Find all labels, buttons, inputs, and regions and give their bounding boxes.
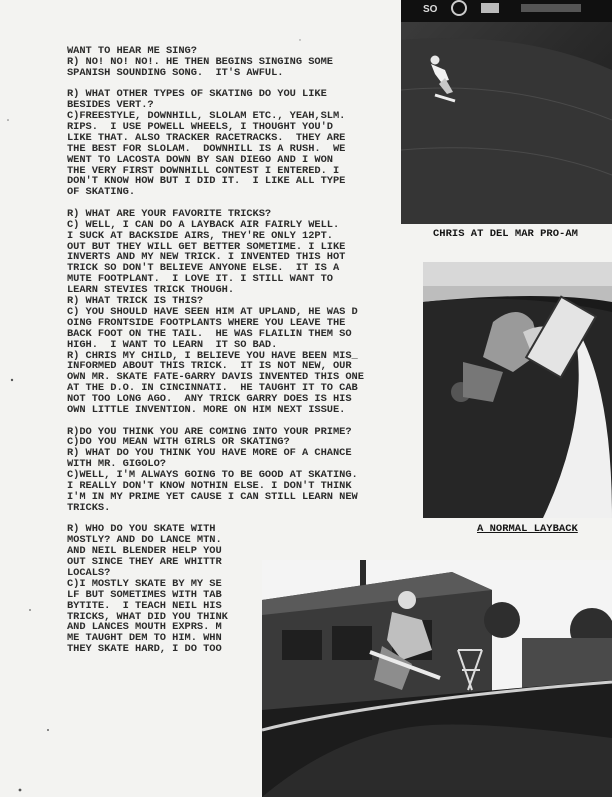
text-line: C)WELL, I'M ALWAYS GOING TO BE GOOD AT SKATING. — [67, 469, 358, 482]
text-line: THE VERY FIRST DOWNHILL CONTEST I ENTERED. I — [67, 164, 340, 177]
text-line: OUT SINCE THEY ARE WHITTR — [67, 555, 222, 568]
text-line: LF BUT SOMETIMES WITH TAB — [67, 588, 222, 601]
text-line: R) CHRIS MY CHILD, I BELIEVE YOU HAVE BEEN MIS_ — [67, 349, 358, 362]
text-line: DON'T KNOW HOW BUT I DID IT. I LIKE ALL TYPE — [67, 175, 346, 188]
text-line: OING FRONTSIDE FOOTPLANTS WHERE YOU LEAVE THE — [67, 316, 346, 329]
text-line: NOT TOO LONG AGO. ANY TRICK GARRY DOES IS HIS — [67, 393, 352, 406]
text-line: AND LANCES MOUTH EXPRS. M — [67, 621, 222, 634]
text-line: WITH MR. GIGOLO? — [67, 458, 166, 471]
text-line: TRICKS, WHAT DID YOU THINK — [67, 610, 228, 623]
text-line: INFORMED ABOUT THIS TRICK. IT IS NOT NEW, OUR — [67, 360, 352, 373]
text-line: I REALLY DON'T KNOW NOTHIN ELSE. I DON'T THINK — [67, 480, 352, 493]
text-line: I'M IN MY PRIME YET CAUSE I CAN STILL LEARN NEW — [67, 490, 358, 503]
text-line: C)I MOSTLY SKATE BY MY SE — [67, 577, 222, 590]
text-line: MOSTLY? AND DO LANCE MTN. — [67, 534, 222, 547]
interview-paragraph — [67, 427, 364, 514]
top-strip-text: SO — [423, 4, 438, 15]
text-line: OWN LITTLE INVENTION. MORE ON HIM NEXT ISSUE. — [67, 404, 346, 417]
text-line: RIPS. I USE POWELL WHEELS, I THOUGHT YOU'D — [67, 120, 333, 133]
text-line: LIKE THAT. ALSO TRACKER RACETRACKS. THEY ARE — [67, 131, 346, 144]
text-line: R) WHAT TRICK IS THIS? — [67, 295, 204, 308]
text-line: WENT TO LACOSTA DOWN BY SAN DIEGO AND I WON — [67, 153, 333, 166]
photo-layback — [423, 262, 612, 518]
interview-paragraph — [67, 46, 364, 79]
text-line: R) WHO DO YOU SKATE WITH — [67, 523, 216, 536]
text-line: I SUCK AT BACKSIDE AIRS, THEY'RE ONLY 12PT. — [67, 229, 333, 242]
interview-paragraph — [67, 89, 364, 198]
text-line: SPANISH SOUNDING SONG. IT'S AWFUL. — [67, 66, 284, 79]
text-line: C) YOU SHOULD HAVE SEEN HIM AT UPLAND, HE WAS D — [67, 305, 358, 318]
text-line: HIGH. I WANT TO LEARN IT SO BAD. — [67, 338, 278, 351]
text-line: C) WELL, I CAN DO A LAYBACK AIR FAIRLY WELL. — [67, 218, 340, 231]
text-line: R) NO! NO! NO!. HE THEN BEGINS SINGING SOME — [67, 55, 333, 68]
text-line: THEY SKATE HARD, I DO TOO — [67, 643, 222, 656]
text-line: C)FREESTYLE, DOWNHILL, SLOLAM ETC., YEAH,SLM. — [67, 110, 346, 123]
text-line: R) WHAT OTHER TYPES OF SKATING DO YOU LIKE — [67, 88, 327, 101]
text-line: WANT TO HEAR ME SING? — [67, 45, 197, 57]
text-line: LOCALS? — [67, 566, 111, 579]
caption-del-mar: CHRIS AT DEL MAR PRO-AM — [433, 228, 578, 240]
text-line: AT THE D.O. IN CINCINNATI. HE TAUGHT IT TO CAB — [67, 382, 358, 395]
text-line: LEARN STEVIES TRICK THOUGH. — [67, 284, 235, 297]
photo-bowl — [262, 560, 612, 797]
text-line: AND NEIL BLENDER HELP YOU — [67, 545, 222, 558]
text-line: C)DO YOU MEAN WITH GIRLS OR SKATING? — [67, 436, 290, 449]
text-line: OWN MR. SKATE FATE-GARRY DAVIS INVENTED THIS ONE — [67, 371, 364, 384]
photo-del-mar — [401, 0, 612, 224]
text-line: INVERTS AND MY NEW TRICK. I INVENTED THIS HOT — [67, 251, 346, 264]
text-line: MUTE FOOTPLANT. I LOVE IT. I STILL WANT TO — [67, 273, 333, 286]
text-line: R) WHAT DO YOU THINK YOU HAVE MORE OF A CHANCE — [67, 447, 352, 460]
text-line: ME TAUGHT DEM TO HIM. WHN — [67, 632, 222, 645]
text-line: BESIDES VERT.? — [67, 99, 154, 112]
text-line: THE BEST FOR SLOLAM. DOWNHILL IS A RUSH. WE — [67, 142, 346, 155]
interview-paragraph — [67, 209, 364, 416]
text-line: BYTITE. I TEACH NEIL HIS — [67, 599, 222, 612]
text-line: R)DO YOU THINK YOU ARE COMING INTO YOUR PRIME? — [67, 425, 352, 438]
caption-layback: A NORMAL LAYBACK — [477, 523, 578, 535]
text-line: OF SKATING. — [67, 186, 136, 199]
text-line: TRICKS. — [67, 501, 111, 514]
text-line: OUT BUT THEY WILL GET BETTER SOMETIME. I LIKE — [67, 240, 346, 253]
text-line: BACK FOOT ON THE TAIL. HE WAS FLAILIN THEM SO — [67, 327, 352, 340]
text-line: R) WHAT ARE YOUR FAVORITE TRICKS? — [67, 207, 272, 220]
text-line: TRICK SO DON'T BELIEVE ANYONE ELSE. IT IS A — [67, 262, 340, 275]
